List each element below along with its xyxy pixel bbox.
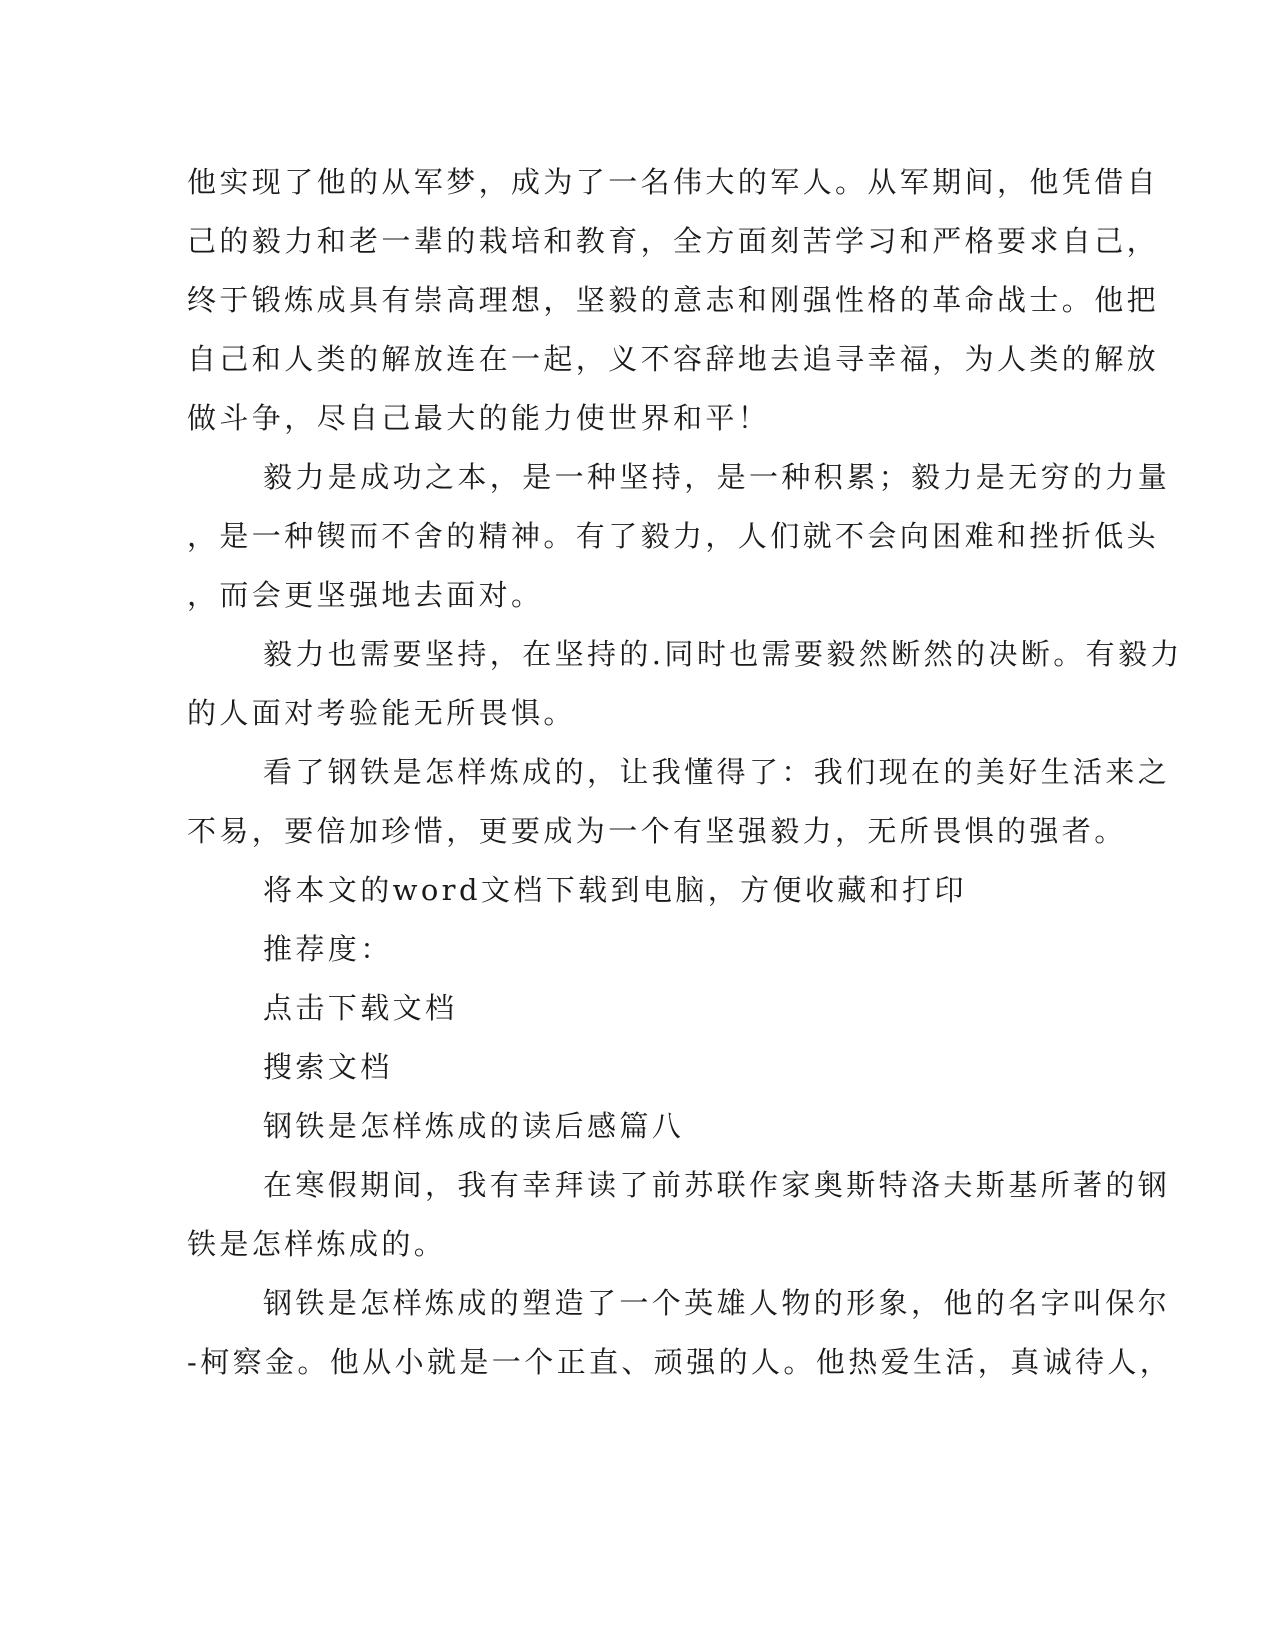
text-line: 看了钢铁是怎样炼成的，让我懂得了：我们现在的美好生活来之	[263, 755, 1171, 789]
text-line: 他实现了他的从军梦，成为了一名伟大的军人。从军期间，他凭借自	[187, 165, 1160, 199]
download-document-link[interactable]: 点击下载文档	[263, 991, 458, 1025]
text-line: 不易，要倍加珍惜，更要成为一个有坚强毅力，无所畏惧的强者。	[187, 814, 1127, 848]
text-line: 的人面对考验能无所畏惧。	[187, 696, 576, 730]
section-heading: 钢铁是怎样炼成的读后感篇八	[263, 1109, 685, 1143]
text-line: 钢铁是怎样炼成的塑造了一个英雄人物的形象，他的名字叫保尔	[263, 1286, 1171, 1320]
text-line: 毅力是成功之本，是一种坚持，是一种积累；毅力是无穷的力量	[263, 460, 1171, 494]
text-line: 做斗争，尽自己最大的能力使世界和平！	[187, 401, 771, 435]
text-line: 在寒假期间，我有幸拜读了前苏联作家奥斯特洛夫斯基所著的钢	[263, 1168, 1171, 1202]
text-line: ，是一种锲而不舍的精神。有了毅力，人们就不会向困难和挫折低头	[187, 519, 1160, 553]
text-line: -柯察金。他从小就是一个正直、顽强的人。他热爱生活，真诚待人，	[187, 1345, 1173, 1379]
search-document-link[interactable]: 搜索文档	[263, 1050, 393, 1084]
rating-label: 推荐度：	[263, 932, 393, 966]
text-line: 铁是怎样炼成的。	[187, 1227, 447, 1261]
text-line: 毅力也需要坚持，在坚持的.同时也需要毅然断然的决断。有毅力	[263, 637, 1183, 671]
download-note: 将本文的word文档下载到电脑，方便收藏和打印	[263, 873, 967, 907]
text-line: 己的毅力和老一辈的栽培和教育，全方面刻苦学习和严格要求自己，	[187, 224, 1160, 258]
text-line: 终于锻炼成具有崇高理想，坚毅的意志和刚强性格的革命战士。他把	[187, 283, 1160, 317]
text-line: ，而会更坚强地去面对。	[187, 578, 544, 612]
text-line: 自己和人类的解放连在一起，义不容辞地去追寻幸福，为人类的解放	[187, 342, 1160, 376]
